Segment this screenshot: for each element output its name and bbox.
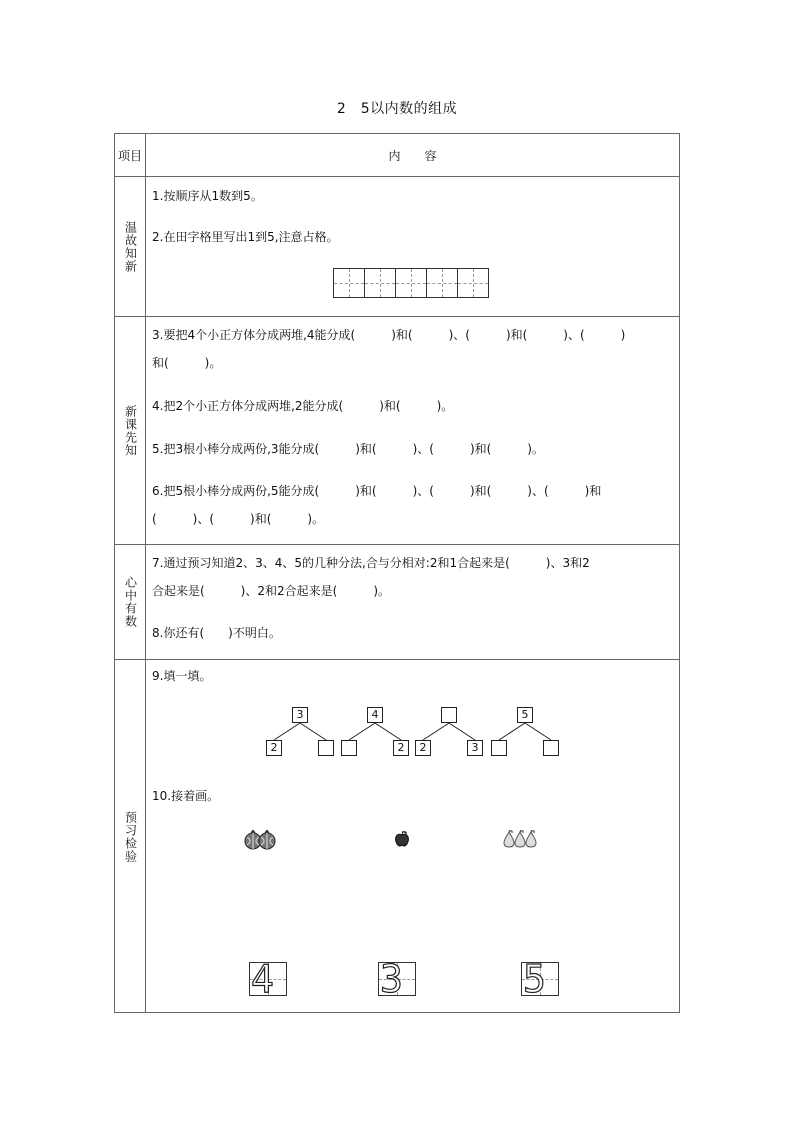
digit-outline: 5 [523, 957, 546, 1001]
row-divider [115, 316, 679, 317]
digit-outline: 4 [251, 957, 274, 1001]
header-project: 项目 [117, 148, 142, 163]
bond-right-box[interactable] [543, 740, 559, 756]
apple-icon [394, 830, 410, 852]
question-2: 2.在田字格里写出1到5,注意占格。 [152, 230, 339, 244]
bond-right-box: 3 [467, 740, 483, 756]
bond-left-box[interactable] [491, 740, 507, 756]
bond-line [423, 723, 449, 740]
header-content: 内 容 [388, 148, 437, 163]
digit-practice-box[interactable] [521, 957, 559, 1001]
question-5: 5.把3根小棒分成两份,3能分成( )和( )、( )和( )。 [152, 442, 544, 456]
bond-line [525, 723, 551, 740]
bond-line [274, 723, 300, 740]
bond-left-box: 2 [415, 740, 431, 756]
question-7-cont: 合起来是( )、2和2合起来是( )。 [152, 584, 390, 598]
bond-line [499, 723, 525, 740]
question-7: 7.通过预习知道2、3、4、5的几种分法,合与分相对:2和1合起来是( )、3和2 [152, 556, 590, 570]
column-divider [145, 134, 146, 1012]
bond-right-box: 2 [393, 740, 409, 756]
tianzige-cell[interactable] [364, 268, 396, 298]
section-label-check: 预习检验 [123, 811, 138, 863]
row-divider [115, 659, 679, 660]
question-3: 3.要把4个小正方体分成两堆,4能分成( )和( )、( )和( )、( ) [152, 328, 626, 342]
tianzige-cell[interactable] [457, 268, 489, 298]
question-9: 9.填一填。 [152, 669, 212, 683]
bond-top-box: 5 [517, 707, 533, 723]
section-label-preview: 新课先知 [123, 404, 138, 457]
bond-top-box: 4 [367, 707, 383, 723]
question-6-cont: ( )、( )和( )。 [152, 512, 325, 526]
question-4: 4.把2个小正方体分成两堆,2能分成( )和( )。 [152, 399, 454, 413]
question-10: 10.接着画。 [152, 789, 220, 803]
question-6: 6.把5根小棒分成两份,5能分成( )和( )、( )和( )、( )和 [152, 484, 602, 498]
bond-line [300, 723, 326, 740]
section-label-mind: 心中有数 [123, 576, 138, 628]
bond-left-box[interactable] [341, 740, 357, 756]
bond-line [349, 723, 375, 740]
section-label-review: 温故知新 [123, 220, 138, 273]
digit-outline: 3 [380, 957, 403, 1001]
bond-line [449, 723, 475, 740]
tianzige-cell[interactable] [426, 268, 458, 298]
bond-top-box: 3 [292, 707, 308, 723]
bond-line [375, 723, 401, 740]
number-bond-lines [115, 134, 681, 1014]
page-title: 2 5以内数的组成 [336, 101, 458, 117]
question-3-cont: 和( )。 [152, 356, 222, 370]
bond-left-box: 2 [266, 740, 282, 756]
bond-top-box[interactable] [441, 707, 457, 723]
digit-practice-box[interactable] [249, 957, 287, 1001]
row-divider [115, 544, 679, 545]
question-8: 8.你还有( )不明白。 [152, 626, 281, 640]
bond-right-box[interactable] [318, 740, 334, 756]
tianzige-cell[interactable] [395, 268, 427, 298]
pear-icon [525, 830, 537, 852]
question-1: 1.按顺序从1数到5。 [152, 189, 263, 203]
tianzige-cell[interactable] [333, 268, 365, 298]
digit-practice-box[interactable] [378, 957, 416, 1001]
row-divider [115, 176, 679, 177]
watermelon-icon [258, 830, 276, 854]
worksheet-table [114, 133, 680, 1013]
